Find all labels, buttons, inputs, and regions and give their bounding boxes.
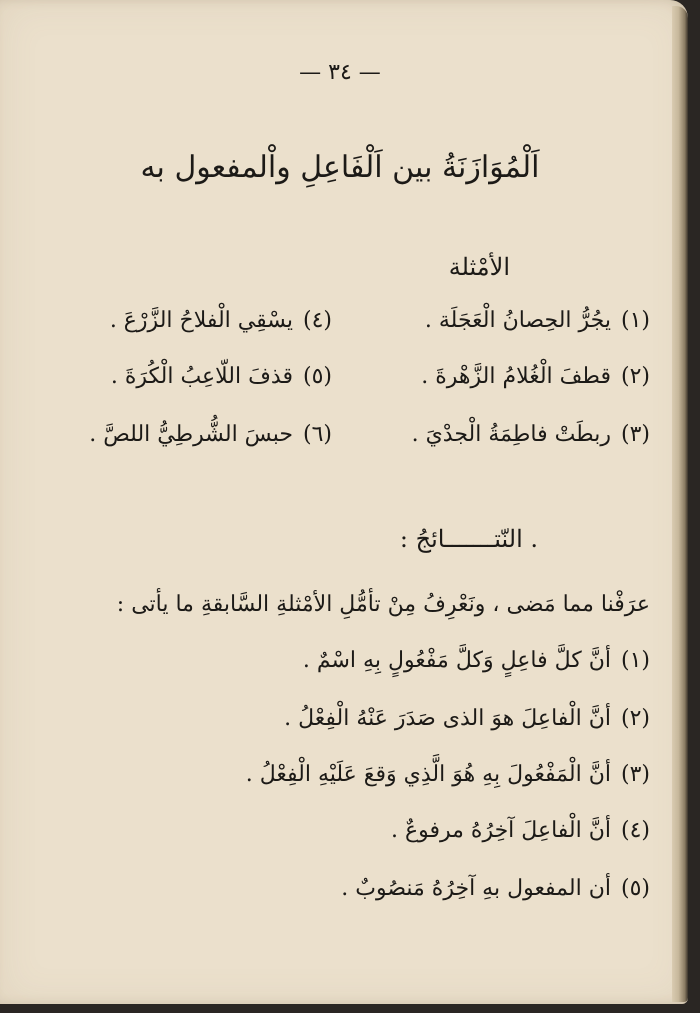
example-number: (٥): [302, 364, 332, 389]
results-intro: عرَفْنا مما مَضى ، ونَعْرِفُ مِنْ تأمُّلِ الأمْثلةِ السَّابقةِ ما يأتى :: [116, 592, 650, 617]
page-number: — ٣٤ —: [299, 60, 381, 85]
result-item: [391, 814, 650, 848]
example-item: [111, 360, 332, 394]
example-item: [110, 304, 332, 338]
result-number: (٥): [620, 876, 650, 901]
result-number: (١): [620, 648, 650, 673]
result-item: [303, 644, 650, 678]
result-text: أنَّ الْفاعِلَ آخِرُهُ مرفوعٌ .: [391, 818, 611, 843]
result-text: أنَّ كلَّ فاعِلٍ وَكلَّ مَفْعُولٍ بِهِ اسْمٌ .: [302, 648, 611, 673]
example-item: [421, 360, 650, 394]
page-content: [30, 0, 650, 1004]
example-number: (٢): [620, 364, 650, 389]
results-heading: . النّتـــــــائجُ :: [399, 525, 538, 553]
example-number: (٤): [302, 308, 332, 333]
examples-heading: الأمْثلة: [448, 253, 510, 281]
example-text: ربطَتْ فاطِمَةُ الْجدْيَ .: [411, 422, 611, 447]
example-item: [425, 304, 650, 338]
example-number: (٦): [302, 422, 332, 447]
example-number: (١): [620, 308, 650, 333]
example-text: يسْقِي الْفلاحُ الزَّرْعَ .: [109, 308, 293, 333]
example-text: قطفَ الْغُلامُ الزَّهْرةَ .: [421, 364, 611, 389]
result-number: (٣): [620, 762, 650, 787]
result-item: [341, 872, 650, 906]
example-item: [89, 418, 332, 452]
result-number: (٤): [620, 818, 650, 843]
result-item: [246, 758, 650, 792]
example-text: يجُرُّ الحِصانُ الْعَجَلَة .: [424, 308, 611, 333]
result-text: أنَّ الْمَفْعُولَ بِهِ هُوَ الَّذِي وَقعَ عَلَيْهِ الْفِعْلُ .: [245, 762, 611, 787]
result-item: [284, 702, 650, 736]
example-text: حبسَ الشُّرطِيُّ اللصَّ .: [89, 422, 293, 447]
page-edge: [672, 6, 688, 1002]
result-text: أنَّ الْفاعِلَ هوَ الذى صَدَرَ عَنْهُ الْفِعْلُ .: [284, 706, 611, 731]
result-text: أن المفعول بهِ آخِرُهُ مَنصُوبٌ .: [341, 876, 611, 901]
example-text: قذفَ اللّاعِبُ الْكُرَةَ .: [110, 364, 293, 389]
example-item: [412, 418, 650, 452]
page-title: اَلْمُوَازَنَةُ بين اَلْفَاعِلِ واْلمفعول به: [140, 150, 540, 185]
example-number: (٣): [620, 422, 650, 447]
result-number: (٢): [620, 706, 650, 731]
